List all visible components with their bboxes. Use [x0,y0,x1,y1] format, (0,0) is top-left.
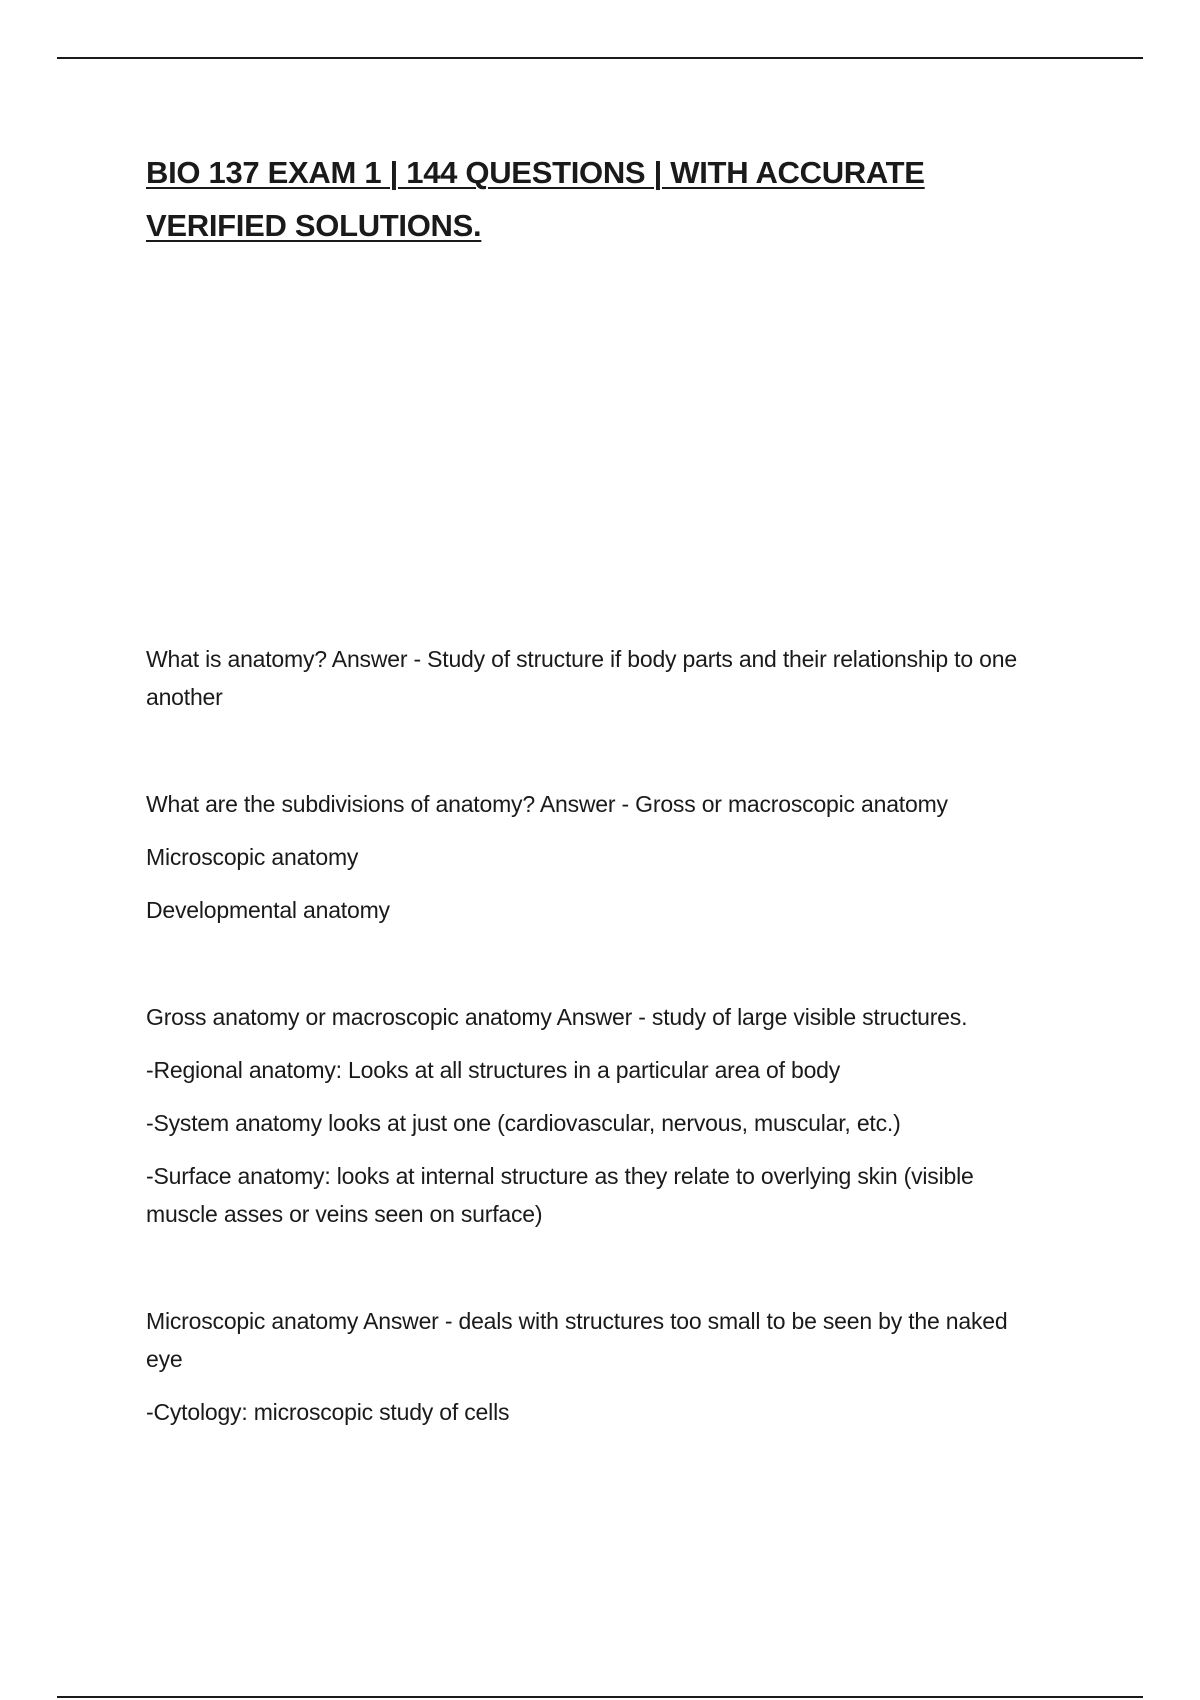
qa-line: What is anatomy? Answer - Study of structure if body parts and their relationship to one another [146,646,1017,710]
qa-line: Microscopic anatomy Answer - deals with structures too small to be seen by the naked eye [146,1308,1008,1372]
qa-entry-microscopic-anatomy [146,1302,1046,1431]
qa-line: -System anatomy looks at just one (cardiovascular, nervous, muscular, etc.) [146,1110,901,1136]
qa-line: -Surface anatomy: looks at internal structure as they relate to overlying skin (visible muscle asses or veins seen on surface) [146,1163,974,1227]
qa-entry-subdivisions [146,785,1046,929]
qa-line: What are the subdivisions of anatomy? Answer - Gross or macroscopic anatomy [146,791,948,817]
footer-rule [57,1696,1143,1698]
qa-entry-gross-anatomy [146,998,1046,1233]
document-title: BIO 137 EXAM 1 | 144 QUESTIONS | WITH ACCURATE VERIFIED SOLUTIONS. [146,155,925,243]
qa-line: -Regional anatomy: Looks at all structures in a particular area of body [146,1057,841,1083]
qa-entry-anatomy [146,640,1046,716]
qa-line: Gross anatomy or macroscopic anatomy Answer - study of large visible structures. [146,1004,968,1030]
header-rule [57,57,1143,59]
qa-line: Developmental anatomy [146,897,390,923]
qa-content [146,640,1046,1500]
qa-line: -Cytology: microscopic study of cells [146,1399,510,1425]
qa-line: Microscopic anatomy [146,844,359,870]
